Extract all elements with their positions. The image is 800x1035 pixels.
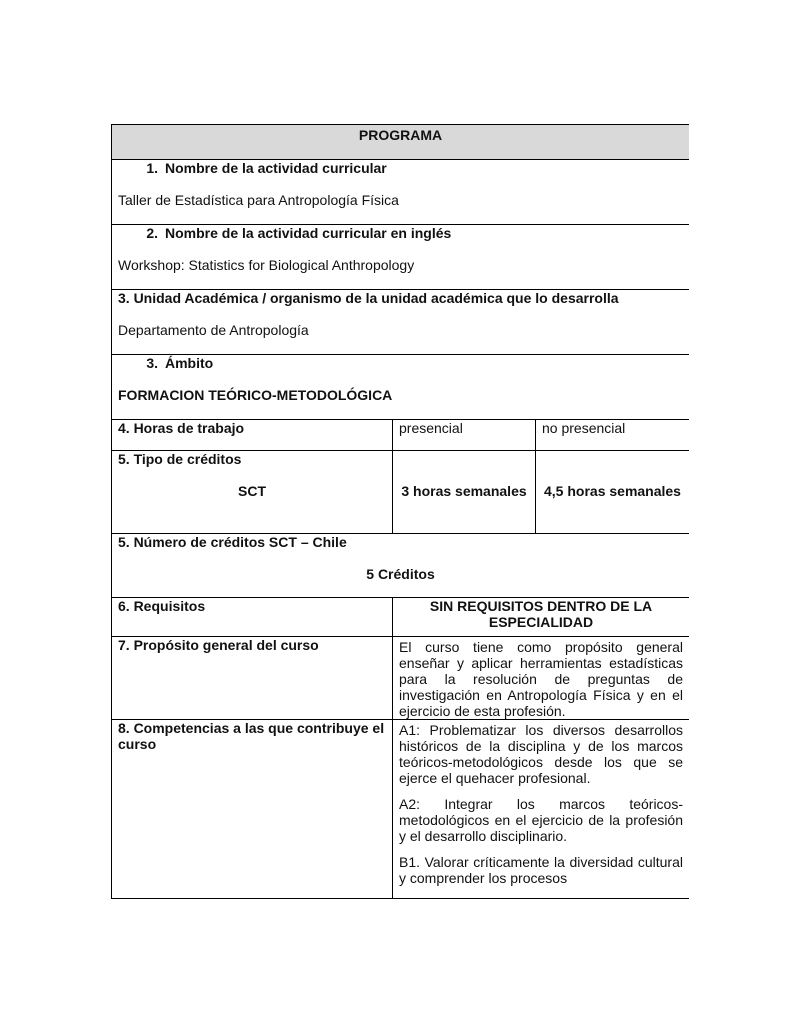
numero-value: 5 Créditos [366,566,435,582]
competencia-a2: A2: Integrar los marcos teóricos-metodológicos en el ejercicio de la profesión y el desarrollo disciplinario. [399,796,683,844]
competencias-label: 8. Competencias a las que contribuye el curso [112,720,393,899]
requisitos-label: 6. Requisitos [112,598,393,637]
tipo-presencial-value: 3 horas semanales [393,451,536,534]
competencias-row [112,720,690,899]
requisitos-value: SIN REQUISITOS DENTRO DE LA ESPECIALIDAD [393,598,690,637]
section-title-3: 3. Unidad Académica / organismo de la unidad académica que lo desarrolla [118,290,619,306]
proposito-value: El curso tiene como propósito general enseñar y aplicar herramientas estadísticas para la resolución de preguntas de investigación en Antropología Física y en el ejercicio de esta profesión. [393,637,690,720]
horas-presencial: presencial [393,420,536,451]
numero-row [112,534,690,598]
section-value-2: Workshop: Statistics for Biological Anthropology [118,257,415,273]
header-row [112,125,690,160]
section-title-1: 1. Nombre de la actividad curricular [118,160,683,176]
tipo-label: 5. Tipo de créditos [118,451,242,467]
section-number-1: 1. [146,160,158,176]
competencia-b1: B1. Valorar críticamente la diversidad cultural y comprender los procesos [399,854,683,886]
section-title-2: 2. Nombre de la actividad curricular en inglés [118,225,683,241]
section-row-2 [112,225,690,290]
section-row-4 [112,355,690,420]
section-value-4: FORMACION TEÓRICO-METODOLÓGICA [118,387,393,403]
section-number-4: 3. [146,355,158,371]
section-title-4: 3. Ámbito [118,355,683,371]
tipo-sct: SCT [238,483,266,499]
section-row-3 [112,290,690,355]
tipo-row [112,451,690,534]
program-document [111,124,689,902]
horas-label: 4. Horas de trabajo [112,420,393,451]
competencia-a1: A1: Problematizar los diversos desarrollos históricos de la disciplina y de los marcos teóricos-metodológicos desde los que se ejerce el quehacer profesional. [399,722,683,786]
program-header: PROGRAMA [112,125,690,160]
section-row-1 [112,160,690,225]
section-value-3: Departamento de Antropología [118,322,309,338]
program-table [111,124,689,899]
requisitos-row [112,598,690,637]
proposito-label: 7. Propósito general del curso [112,637,393,720]
horas-row [112,420,690,451]
tipo-no-presencial-value: 4,5 horas semanales [536,451,690,534]
section-value-1: Taller de Estadística para Antropología Física [118,192,399,208]
proposito-row [112,637,690,720]
section-number-2: 2. [146,225,158,241]
horas-no-presencial: no presencial [536,420,690,451]
numero-label: 5. Número de créditos SCT – Chile [118,534,347,550]
